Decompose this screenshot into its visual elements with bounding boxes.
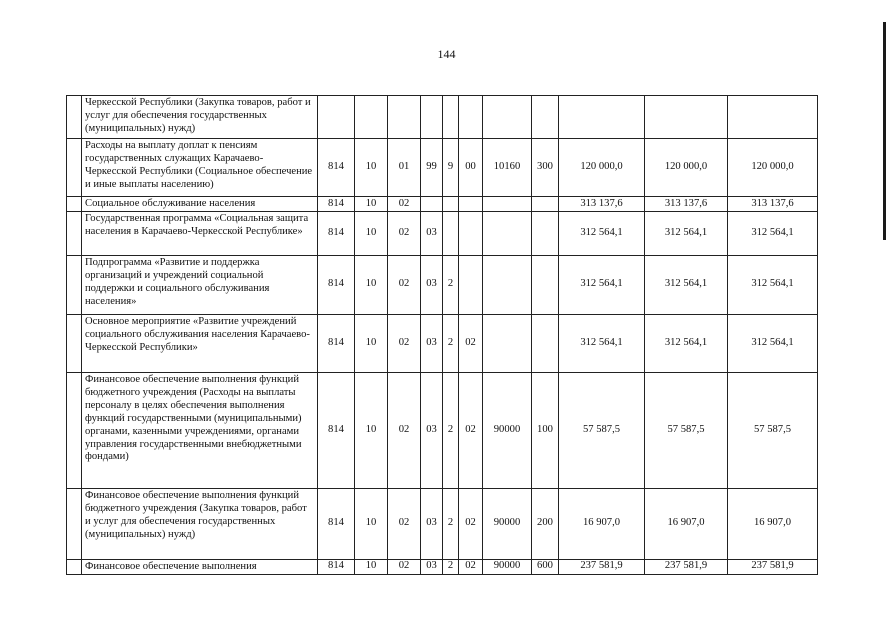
table-row — [67, 559, 818, 574]
cell-amount-year-2: 120 000,0 — [645, 139, 728, 197]
cell-amount-year-1: 120 000,0 — [559, 139, 645, 197]
row-name: Финансовое обеспечение выполнения — [82, 559, 318, 574]
row-name: Черкесской Республики (Закупка товаров, работ и услуг для обеспечения государственных (муниципальных) нужд) — [82, 96, 318, 139]
row-name: Финансовое обеспечение выполнения функций бюджетного учреждения (Расходы на выплаты персоналу в целях обеспечения выполнения функций государственными (муниципальными) органами, казенными учреждениями, органами управления государственными внебюджетными фондами) — [82, 372, 318, 488]
cell-amount-year-2: 57 587,5 — [645, 372, 728, 488]
row-gutter-cell — [67, 211, 82, 255]
cell-expense-type — [532, 211, 559, 255]
cell-section — [355, 96, 388, 139]
cell-ministry — [318, 96, 355, 139]
cell-section: 10 — [355, 197, 388, 212]
table-row — [67, 211, 818, 255]
cell-ministry: 814 — [318, 197, 355, 212]
row-name: Основное мероприятие «Развитие учреждений социального обслуживания населения Карачаево-Черкесской Республики» — [82, 314, 318, 372]
cell-direction: 90000 — [483, 372, 532, 488]
cell-main-activity: 02 — [459, 372, 483, 488]
page-number: 144 — [437, 47, 456, 61]
cell-main-activity — [459, 96, 483, 139]
cell-amount-year-1: 312 564,1 — [559, 211, 645, 255]
cell-main-activity — [459, 255, 483, 314]
cell-main-activity — [459, 197, 483, 212]
cell-program: 03 — [421, 372, 443, 488]
cell-expense-type — [532, 96, 559, 139]
cell-subsection: 02 — [388, 255, 421, 314]
cell-amount-year-1: 313 137,6 — [559, 197, 645, 212]
scan-edge-mark — [883, 22, 886, 240]
cell-section: 10 — [355, 559, 388, 574]
cell-ministry: 814 — [318, 139, 355, 197]
row-name: Государственная программа «Социальная защита населения в Карачаево-Черкесской Республике» — [82, 211, 318, 255]
cell-amount-year-1: 237 581,9 — [559, 559, 645, 574]
cell-subprogram: 2 — [443, 314, 459, 372]
cell-amount-year-3: 313 137,6 — [728, 197, 818, 212]
cell-subprogram — [443, 96, 459, 139]
cell-section: 10 — [355, 211, 388, 255]
cell-section: 10 — [355, 255, 388, 314]
table-row — [67, 197, 818, 212]
cell-program: 03 — [421, 255, 443, 314]
row-gutter-cell — [67, 255, 82, 314]
cell-subsection: 02 — [388, 559, 421, 574]
cell-subsection: 02 — [388, 372, 421, 488]
cell-expense-type: 600 — [532, 559, 559, 574]
cell-expense-type — [532, 255, 559, 314]
row-name: Подпрограмма «Развитие и поддержка организаций и учреждений социальной поддержки и социального обслуживания населения» — [82, 255, 318, 314]
cell-direction: 90000 — [483, 488, 532, 559]
cell-main-activity: 00 — [459, 139, 483, 197]
cell-amount-year-2 — [645, 96, 728, 139]
cell-program: 03 — [421, 314, 443, 372]
table-row — [67, 255, 818, 314]
cell-direction — [483, 255, 532, 314]
cell-direction: 90000 — [483, 559, 532, 574]
cell-amount-year-3 — [728, 96, 818, 139]
row-gutter-cell — [67, 139, 82, 197]
table-row — [67, 488, 818, 559]
row-gutter-cell — [67, 488, 82, 559]
cell-ministry: 814 — [318, 559, 355, 574]
cell-ministry: 814 — [318, 211, 355, 255]
cell-amount-year-1: 312 564,1 — [559, 255, 645, 314]
cell-program: 99 — [421, 139, 443, 197]
cell-main-activity: 02 — [459, 559, 483, 574]
cell-subsection: 02 — [388, 488, 421, 559]
cell-subsection — [388, 96, 421, 139]
cell-amount-year-1: 16 907,0 — [559, 488, 645, 559]
row-gutter-cell — [67, 96, 82, 139]
cell-amount-year-3: 237 581,9 — [728, 559, 818, 574]
cell-subprogram: 2 — [443, 372, 459, 488]
cell-direction — [483, 197, 532, 212]
cell-ministry: 814 — [318, 255, 355, 314]
cell-program: 03 — [421, 211, 443, 255]
cell-ministry: 814 — [318, 372, 355, 488]
row-name: Социальное обслуживание населения — [82, 197, 318, 212]
cell-section: 10 — [355, 488, 388, 559]
cell-program: 03 — [421, 488, 443, 559]
cell-amount-year-2: 16 907,0 — [645, 488, 728, 559]
cell-main-activity — [459, 211, 483, 255]
cell-direction: 10160 — [483, 139, 532, 197]
cell-section: 10 — [355, 372, 388, 488]
cell-direction — [483, 96, 532, 139]
cell-program — [421, 197, 443, 212]
cell-subprogram: 2 — [443, 488, 459, 559]
cell-subsection: 01 — [388, 139, 421, 197]
cell-section: 10 — [355, 314, 388, 372]
cell-amount-year-3: 120 000,0 — [728, 139, 818, 197]
cell-subsection: 02 — [388, 314, 421, 372]
cell-main-activity: 02 — [459, 314, 483, 372]
table-row — [67, 372, 818, 488]
cell-ministry: 814 — [318, 314, 355, 372]
cell-subprogram — [443, 197, 459, 212]
cell-section: 10 — [355, 139, 388, 197]
cell-subsection: 02 — [388, 211, 421, 255]
cell-subprogram: 2 — [443, 255, 459, 314]
cell-direction — [483, 314, 532, 372]
cell-amount-year-2: 313 137,6 — [645, 197, 728, 212]
cell-amount-year-3: 57 587,5 — [728, 372, 818, 488]
cell-amount-year-2: 312 564,1 — [645, 314, 728, 372]
cell-expense-type — [532, 197, 559, 212]
row-gutter-cell — [67, 197, 82, 212]
cell-amount-year-3: 312 564,1 — [728, 255, 818, 314]
cell-amount-year-1: 312 564,1 — [559, 314, 645, 372]
cell-amount-year-3: 16 907,0 — [728, 488, 818, 559]
cell-expense-type: 300 — [532, 139, 559, 197]
cell-expense-type: 100 — [532, 372, 559, 488]
table-row — [67, 139, 818, 197]
table-row — [67, 314, 818, 372]
cell-direction — [483, 211, 532, 255]
cell-amount-year-1 — [559, 96, 645, 139]
cell-program — [421, 96, 443, 139]
cell-amount-year-1: 57 587,5 — [559, 372, 645, 488]
cell-subprogram: 9 — [443, 139, 459, 197]
cell-amount-year-2: 312 564,1 — [645, 255, 728, 314]
row-gutter-cell — [67, 559, 82, 574]
cell-amount-year-3: 312 564,1 — [728, 211, 818, 255]
row-name: Финансовое обеспечение выполнения функций бюджетного учреждения (Закупка товаров, работ и услуг для обеспечения государственных (муниципальных) нужд) — [82, 488, 318, 559]
row-name: Расходы на выплату доплат к пенсиям государственных служащих Карачаево-Черкесской Республики (Социальное обеспечение и иные выплаты населению) — [82, 139, 318, 197]
cell-subprogram — [443, 211, 459, 255]
cell-amount-year-2: 237 581,9 — [645, 559, 728, 574]
budget-table — [66, 95, 818, 575]
table-row — [67, 96, 818, 139]
cell-expense-type — [532, 314, 559, 372]
cell-subsection: 02 — [388, 197, 421, 212]
row-gutter-cell — [67, 314, 82, 372]
cell-expense-type: 200 — [532, 488, 559, 559]
cell-amount-year-2: 312 564,1 — [645, 211, 728, 255]
cell-subprogram: 2 — [443, 559, 459, 574]
cell-main-activity: 02 — [459, 488, 483, 559]
row-gutter-cell — [67, 372, 82, 488]
cell-amount-year-3: 312 564,1 — [728, 314, 818, 372]
cell-program: 03 — [421, 559, 443, 574]
cell-ministry: 814 — [318, 488, 355, 559]
